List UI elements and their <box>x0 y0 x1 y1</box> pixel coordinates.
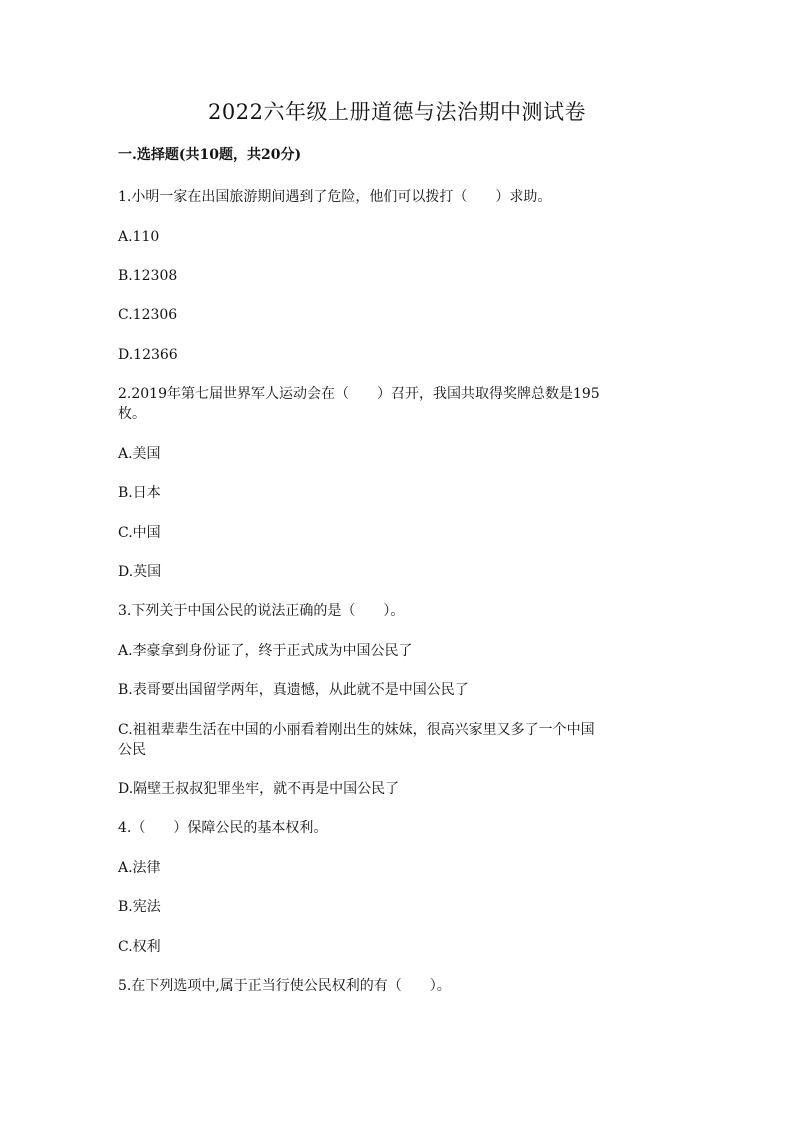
question-3-option-d: D.隔壁王叔叔犯罪坐牢，就不再是中国公民了 <box>118 781 400 797</box>
question-4-stem: 4.（ ）保障公民的基本权利。 <box>118 820 328 836</box>
question-1-stem: 1.小明一家在出国旅游期间遇到了危险，他们可以拨打（ ）求助。 <box>118 189 552 205</box>
question-5-stem: 5.在下列选项中,属于正当行使公民权利的有（ ）。 <box>118 978 451 994</box>
question-2-option-d: D.英国 <box>118 564 162 580</box>
question-1-option-c: C.12306 <box>118 307 178 323</box>
question-3-option-c-line-1: C.祖祖辈辈生活在中国的小丽看着刚出生的妹妹，很高兴家里又多了一个中国 <box>118 722 595 738</box>
question-2-option-c: C.中国 <box>118 525 161 541</box>
question-1-option-b: B.12308 <box>118 268 178 284</box>
question-4-option-b: B.宪法 <box>118 899 161 915</box>
question-2-option-a: A.美国 <box>118 446 161 462</box>
question-4-option-a: A.法律 <box>118 860 161 876</box>
section-heading: 一.选择题(共10题，共20分) <box>118 147 302 163</box>
question-1-option-a: A.110 <box>118 229 160 245</box>
question-3-option-b: B.表哥要出国留学两年，真遗憾，从此就不是中国公民了 <box>118 682 469 698</box>
question-4-option-c: C.权利 <box>118 939 161 955</box>
page-title: 2022六年级上册道德与法治期中测试卷 <box>208 100 586 124</box>
question-3-option-a: A.李豪拿到身份证了，终于正式成为中国公民了 <box>118 643 413 659</box>
question-2-stem-line-2: 枚。 <box>118 406 146 422</box>
question-3-stem: 3.下列关于中国公民的说法正确的是（ ）。 <box>118 603 405 619</box>
question-3-option-c-line-2: 公民 <box>118 742 146 758</box>
question-2-option-b: B.日本 <box>118 485 161 501</box>
question-2-stem-line-1: 2.2019年第七届世界军人运动会在（ ）召开，我国共取得奖牌总数是195 <box>118 386 600 402</box>
question-1-option-d: D.12366 <box>118 347 178 363</box>
